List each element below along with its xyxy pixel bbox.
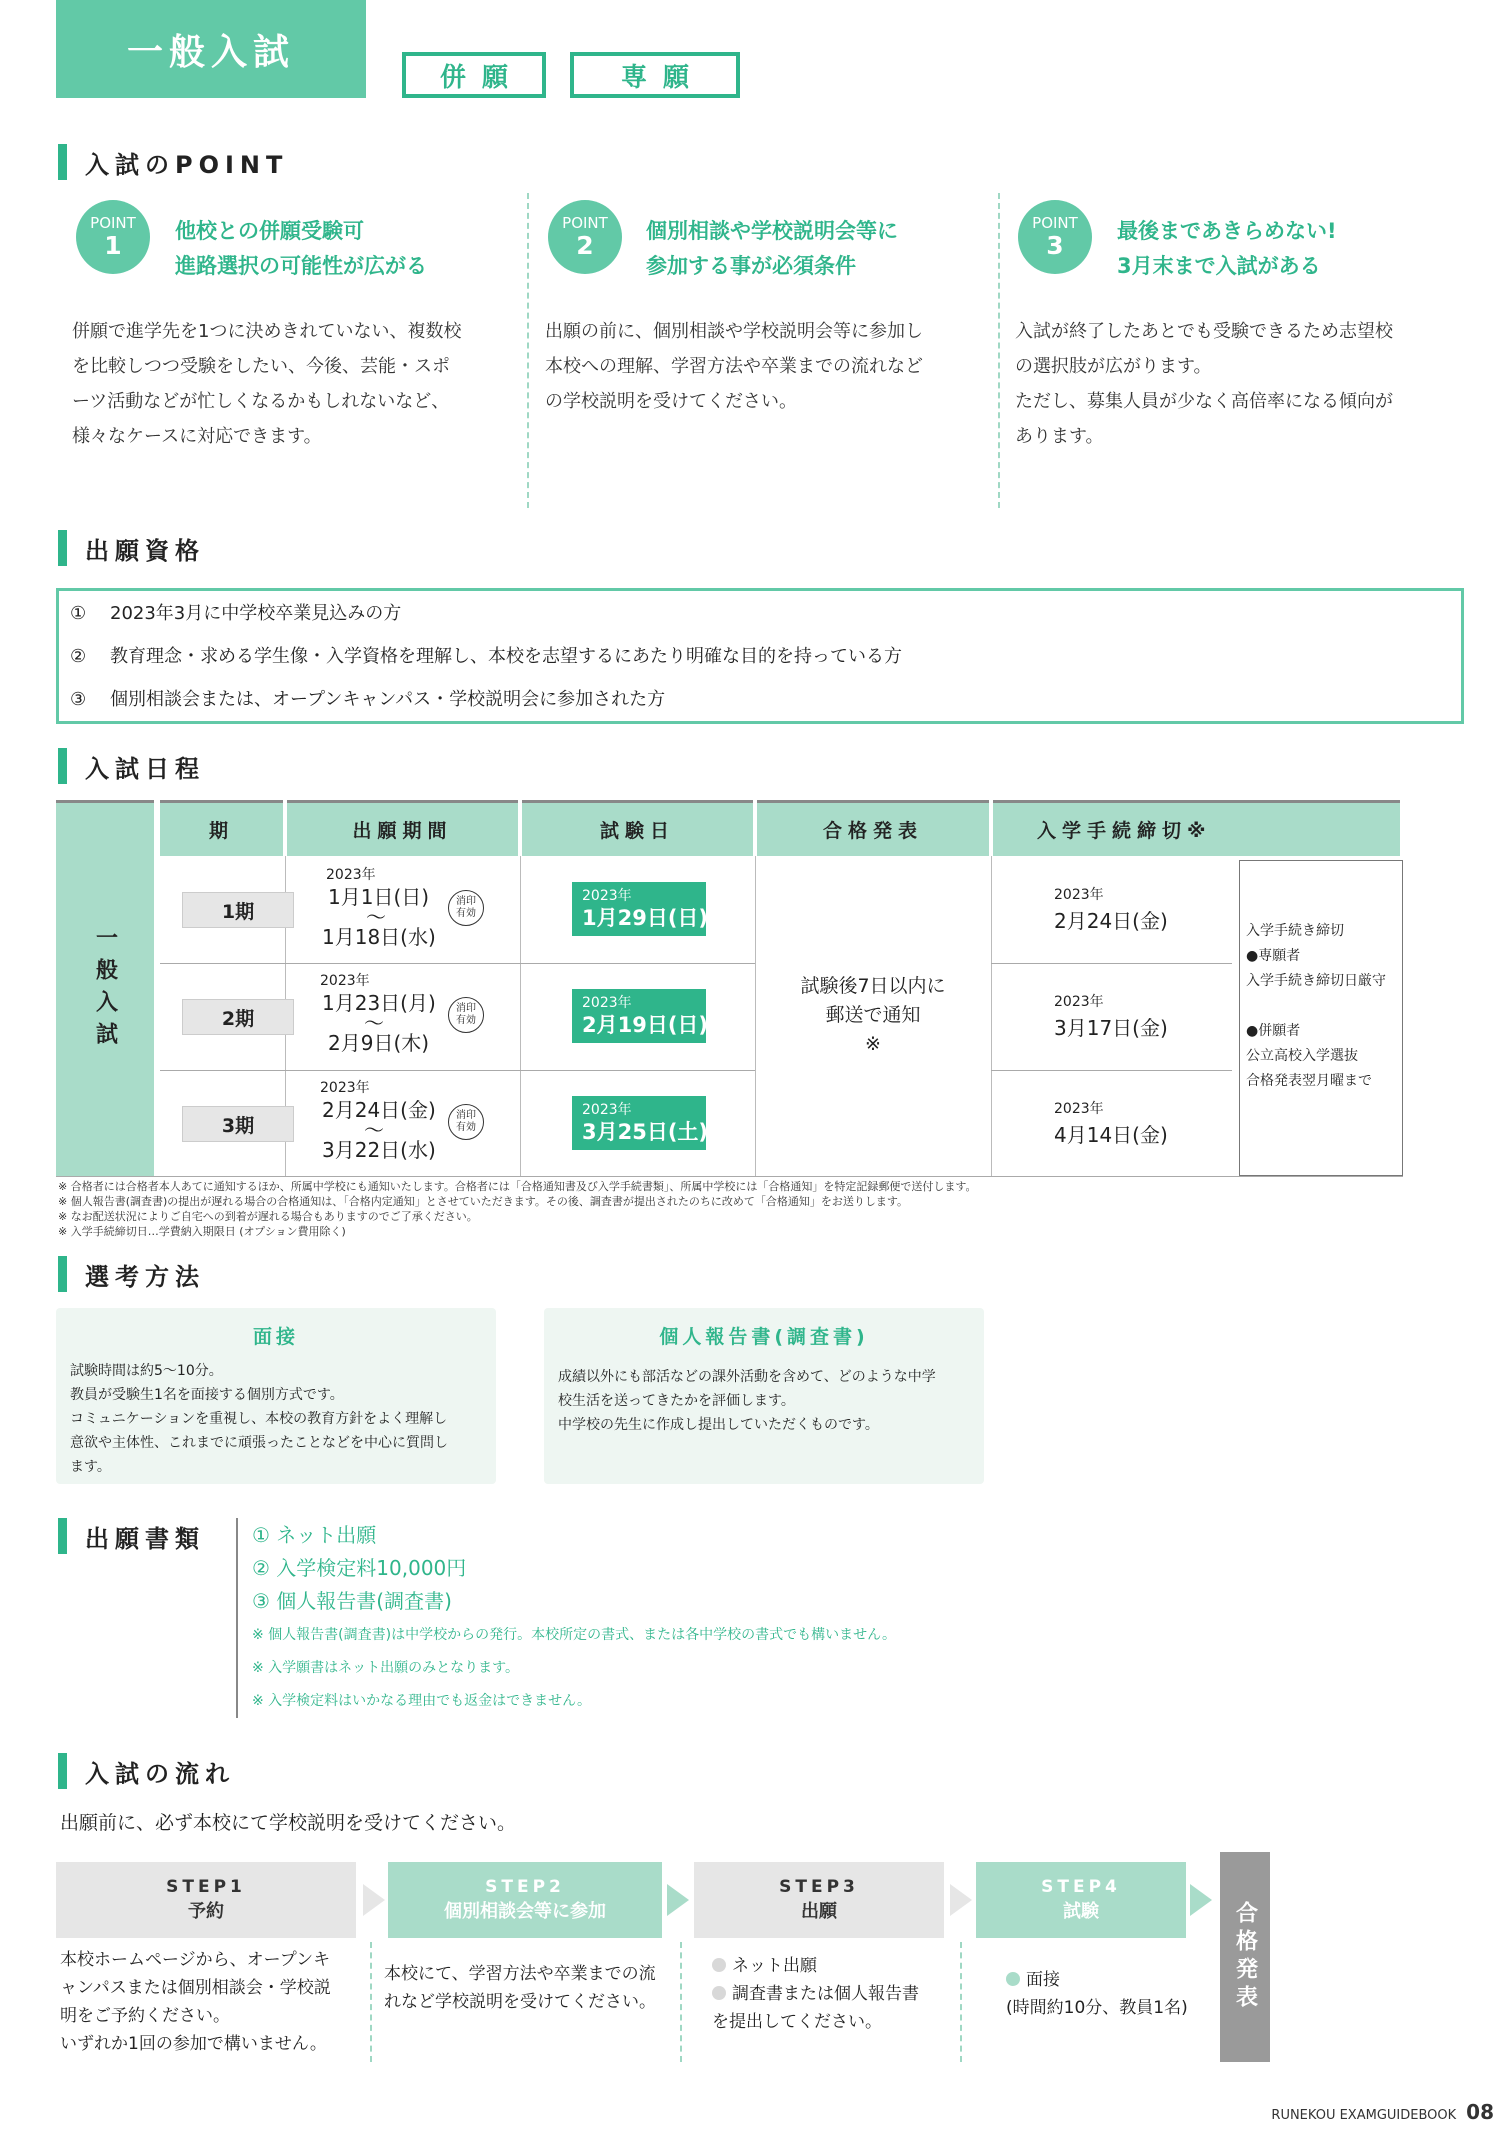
step-4: STEP4 試験 [976,1862,1186,1938]
document-note: ※ 入学検定料はいかなる理由でも返金はできません。 [252,1693,592,1709]
tag-heigan: 併願 [402,52,546,98]
step-3-body: ネット出願 調査書または個人報告書 を提出してください。 [712,1956,919,2032]
divider [960,1942,962,2062]
point-badge-1: POINT 1 [76,200,150,274]
grid-line [991,1070,1232,1071]
card-title: 個人報告書(調査書) [659,1326,869,1348]
document-note: ※ 入学願書はネット出願のみとなります。 [252,1660,520,1676]
point-title-3: 最後まであきらめない! 3月末まで入試がある [1117,219,1337,278]
col-header-result: 合格発表 [757,800,989,856]
col-header-period: 期 [160,800,283,856]
bullet-icon [1006,1972,1020,1986]
deadline-date: 2023年 2月24日(金) [1054,887,1168,933]
point-badge-2: POINT 2 [548,200,622,274]
page-title: 一般入試 [56,0,366,98]
schedule-side-label: 一般入試 [56,800,154,1177]
section-heading-qualifications: 出願資格 [58,530,205,566]
exam-date: 2023年 1月29日(日) [572,882,706,936]
postmark-stamp: 消印 有効 [448,997,484,1033]
application-period: 2023年 1月23日(月) 〜 2月9日(木) [320,973,436,1055]
postmark-stamp: 消印 有効 [448,890,484,926]
grid-line [755,856,756,1176]
col-header-exam: 試験日 [522,800,753,856]
document-item: ① ネット出願 [252,1523,377,1547]
grid-line [991,856,992,1176]
period-label: 1期 [182,892,294,928]
step-1: STEP1 予約 [56,1862,356,1938]
footer: RUNEKOU EXAMGUIDEBOOK 08 [1271,2100,1494,2124]
interview-card: 面接 試験時間は約5〜10分。 教員が受験生1名を面接する個別方式です。 コミュニケーションを重視し、本校の教育方針をよく理解し 意欲や主体性、これまでに頑張ったことなどを中心に質問し ます。 [56,1308,496,1484]
grid-line [520,856,521,1176]
footnote: ※ 合格者には合格者本人あてに通知するほか、所属中学校にも通知いたします。合格者には「合格通知書及び入学手続書類」、所属中学校には「合格通知」を特定記録郵便で送付します。 [58,1180,977,1193]
document-note: ※ 個人報告書(調査書)は中学校からの発行。本校所定の書式、または各中学校の書式でも構いません。 [252,1627,896,1643]
point-body-1: 併願で進学先を1つに決めきれていない、複数校 を比較しつつ受験をしたい、今後、芸能・スポ ーツ活動などが忙しくなるかもしれないなど、 様々なケースに対応できます。 [72,321,462,447]
application-period: 2023年 1月1日(日) 〜 1月18日(水) [322,867,436,949]
step-2-body: 本校にて、学習方法や卒業までの流 れなど学校説明を受けてください。 [384,1964,656,2012]
arrow-icon [950,1884,972,1916]
col-header-application: 出願期間 [287,800,518,856]
point-badge-3: POINT 3 [1018,200,1092,274]
report-card: 個人報告書(調査書) 成績以外にも部活などの課外活動を含めて、どのような中学 校生活を送ってきたかを評価します。 中学校の先生に作成し提出していただくものです。 [544,1308,984,1484]
result-notice: 試験後7日以内に 郵送で通知 ※ [800,975,946,1055]
section-heading-flow: 入試の流れ [58,1753,235,1789]
step-4-body: 面接 (時間約10分、教員1名) [1006,1970,1188,2018]
col-header-deadline: 入学手続締切※ [993,800,1400,856]
grid-line [160,963,755,964]
document-item: ② 入学検定料10,000円 [252,1556,467,1580]
arrow-icon [667,1884,689,1916]
point-title-1: 他校との併願受験可 進路選択の可能性が広がる [175,219,427,278]
exam-date: 2023年 2月19日(日) [572,989,706,1043]
page-number: 08 [1466,2100,1494,2124]
section-heading-point: 入試のPOINT [58,144,288,180]
divider [680,1942,682,2062]
divider [236,1518,238,1718]
divider [370,1942,372,2062]
tag-sengan: 専願 [570,52,740,98]
bullet-icon [712,1958,726,1972]
point-title-2: 個別相談や学校説明会等に 参加する事が必須条件 [646,219,898,278]
step-2: STEP2 個別相談会等に参加 [388,1862,662,1938]
qualification-item: ③ 個別相談会または、オープンキャンパス・学校説明会に参加された方 [70,689,666,710]
arrow-icon [1190,1884,1212,1916]
divider [527,193,529,508]
divider [998,193,1000,508]
deadline-date: 2023年 4月14日(金) [1054,1101,1168,1147]
footnote: ※ 入学手続締切日…学費納入期限日 (オプション費用除く) [58,1225,346,1238]
bullet-icon [712,1986,726,2000]
card-title: 面接 [252,1326,299,1348]
point-body-2: 出願の前に、個別相談や学校説明会等に参加し 本校への理解、学習方法や卒業までの流れなど の学校説明を受けてください。 [545,321,923,412]
final-result-label: 合格発表 [1220,1852,1270,2062]
grid-line [160,1070,755,1071]
qualification-item: ② 教育理念・求める学生像・入学資格を理解し、本校を志望するにあたり明確な目的を持っている方 [70,646,902,667]
application-period: 2023年 2月24日(金) 〜 3月22日(水) [320,1080,436,1162]
document-item: ③ 個人報告書(調査書) [252,1589,452,1613]
footnote: ※ 個人報告書(調査書)の提出が遅れる場合の合格通知は、「合格内定通知」とさせていただきます。その後、調査書が提出されたのちに改めて「合格通知」をお送りします。 [58,1195,909,1208]
grid-line [56,1176,1403,1177]
footnote: ※ なお配送状況によりご自宅への到着が遅れる場合もありますのでご了承ください。 [58,1210,478,1223]
grid-line [991,963,1232,964]
period-label: 2期 [182,999,294,1035]
flow-intro: 出願前に、必ず本校にて学校説明を受けてください。 [60,1812,517,1834]
section-heading-selection: 選考方法 [58,1256,205,1292]
period-label: 3期 [182,1106,294,1142]
postmark-stamp: 消印 有効 [448,1104,484,1140]
deadline-note-box: 入学手続き締切 ●専願者 入学手続き締切日厳守 ●併願者 公立高校入学選抜 合格発表翌月曜まで [1239,860,1403,1176]
deadline-date: 2023年 3月17日(金) [1054,994,1168,1040]
section-heading-documents: 出願書類 [58,1518,205,1554]
arrow-icon [363,1884,385,1916]
step-1-body: 本校ホームページから、オープンキ ャンパスまたは個別相談会・学校説 明をご予約ください。 いずれか1回の参加で構いません。 [60,1950,331,2054]
section-heading-schedule: 入試日程 [58,748,205,784]
step-3: STEP3 出願 [694,1862,944,1938]
exam-date: 2023年 3月25日(土) [572,1096,706,1150]
qualification-item: ① 2023年3月に中学校卒業見込みの方 [70,603,402,624]
point-body-3: 入試が終了したあとでも受験できるため志望校 の選択肢が広がります。 ただし、募集人員が少なく高倍率になる傾向が あります。 [1015,321,1393,447]
